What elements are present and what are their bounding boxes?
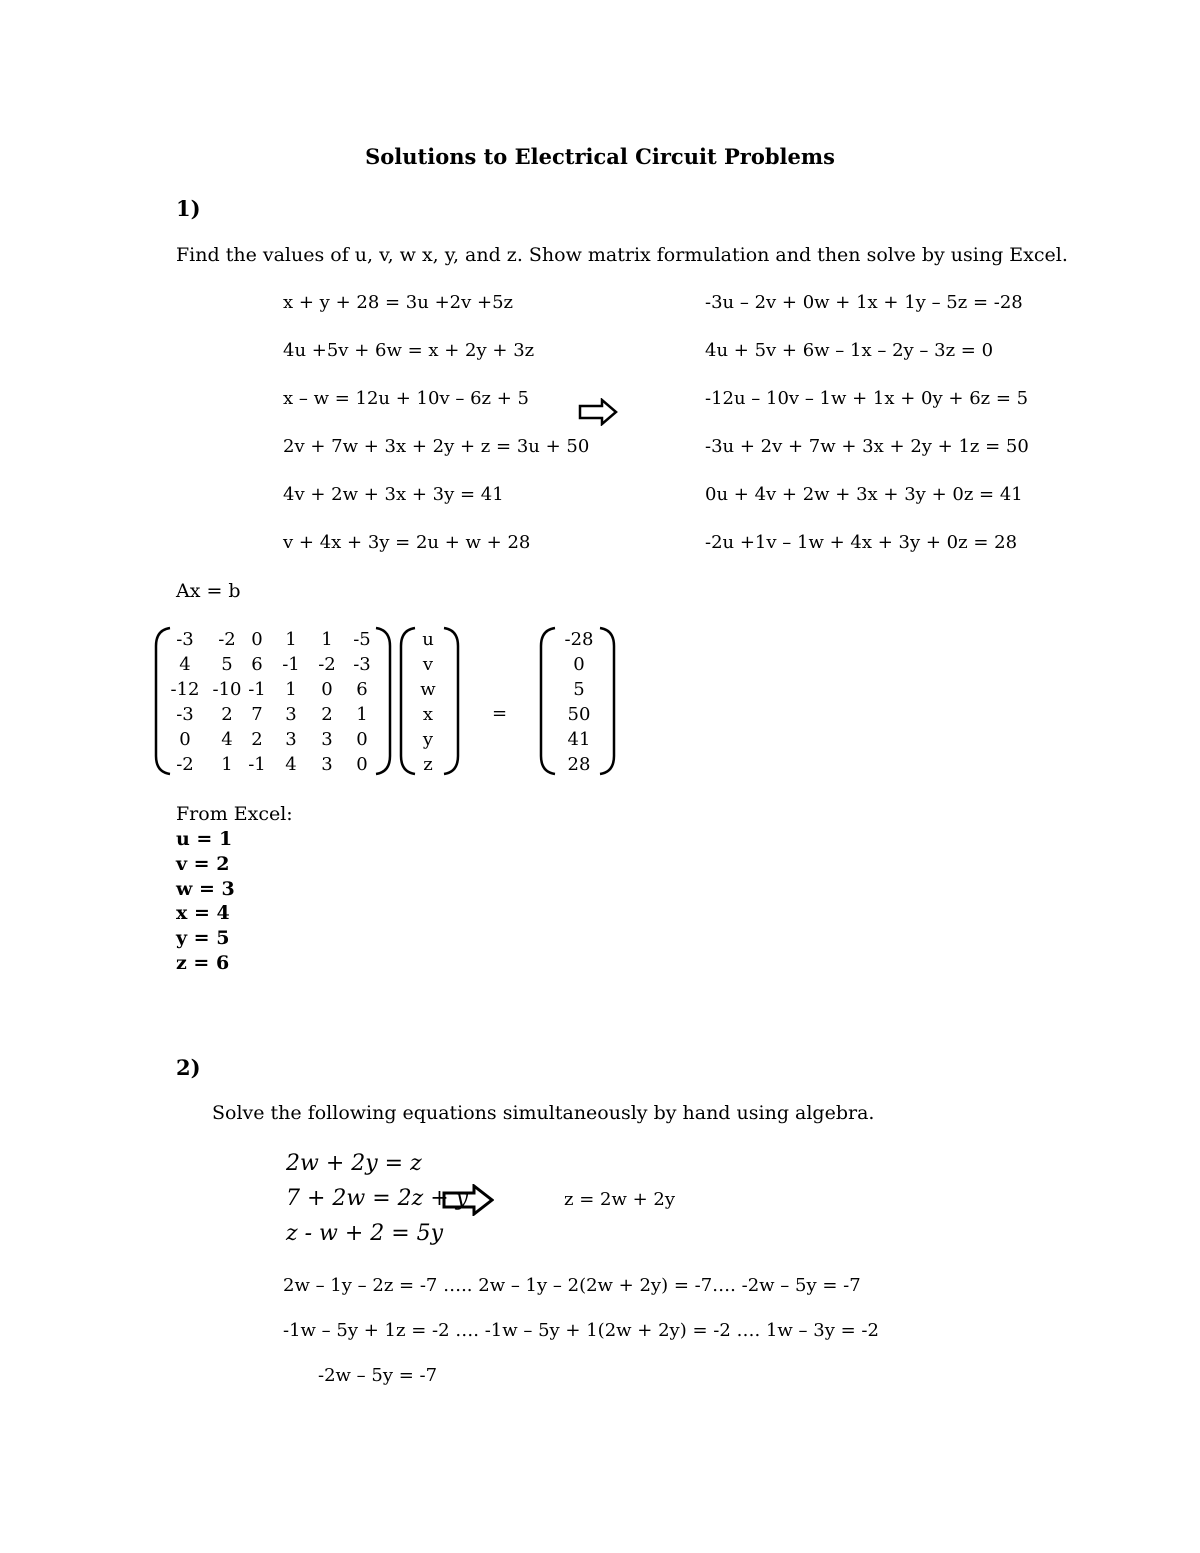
system-equation: z - w + 2 = 5y	[286, 1221, 444, 1246]
vector-b-cell: 0	[573, 654, 585, 675]
matrix-a-cell: 1	[221, 754, 233, 775]
solution-step: 2w – 1y – 2z = -7 ….. 2w – 1y – 2(2w + 2y) = -7…. -2w – 5y = -7	[283, 1275, 861, 1296]
matrix-a-cell: 2	[221, 704, 233, 725]
vector-x-cell: z	[423, 754, 433, 775]
problem-1-label: 1)	[176, 196, 201, 221]
matrix-a-cell: -10	[212, 679, 242, 700]
left-equation: 2v + 7w + 3x + 2y + z = 3u + 50	[283, 436, 590, 457]
vector-b-cell: 41	[567, 729, 591, 750]
matrix-a-cell: -5	[353, 629, 371, 650]
vector-x-cell: x	[422, 704, 434, 725]
left-equation: 4v + 2w + 3x + 3y = 41	[283, 484, 504, 505]
vector-b-left-bracket	[537, 626, 559, 776]
matrix-a-cell: 7	[251, 704, 263, 725]
matrix-a-cell: -1	[282, 654, 300, 675]
implies-arrow-icon	[578, 398, 618, 426]
vector-b-cell: 5	[573, 679, 585, 700]
matrix-a-cell: 1	[321, 629, 333, 650]
matrix-a-cell: 5	[221, 654, 233, 675]
z-substitution: z = 2w + 2y	[564, 1189, 676, 1210]
left-equation: x – w = 12u + 10v – 6z + 5	[283, 388, 529, 409]
matrix-a-cell: 4	[179, 654, 191, 675]
vector-x-cell: u	[422, 629, 434, 650]
matrix-a-cell: 0	[179, 729, 191, 750]
matrix-a-cell: 0	[321, 679, 333, 700]
result-z: z = 6	[176, 952, 230, 974]
implies-arrow-icon	[442, 1184, 494, 1216]
system-equation: 7 + 2w = 2z + y	[286, 1186, 469, 1211]
matrix-a-cell: 2	[251, 729, 263, 750]
solution-step: -1w – 5y + 1z = -2 …. -1w – 5y + 1(2w + 2y) = -2 …. 1w – 3y = -2	[283, 1320, 879, 1341]
result-x: x = 4	[176, 902, 230, 924]
matrix-a-cell: -12	[170, 679, 200, 700]
left-equation: 4u +5v + 6w = x + 2y + 3z	[283, 340, 535, 361]
matrix-a-cell: 3	[321, 729, 333, 750]
matrix-a-cell: 3	[321, 754, 333, 775]
matrix-a-cell: 0	[356, 729, 368, 750]
problem-2-intro: Solve the following equations simultaneously by hand using algebra.	[212, 1102, 875, 1124]
matrix-a-cell: 1	[285, 629, 297, 650]
matrix-a-cell: 2	[321, 704, 333, 725]
from-excel-label: From Excel:	[176, 803, 293, 825]
vector-b-cell: -28	[564, 629, 594, 650]
matrix-a-cell: 4	[285, 754, 297, 775]
result-u: u = 1	[176, 828, 233, 850]
matrix-a-cell: -3	[176, 629, 194, 650]
matrix-a-cell: 0	[251, 629, 263, 650]
matrix-a-cell: 1	[285, 679, 297, 700]
matrix-a-cell: -2	[218, 629, 236, 650]
matrix-a-cell: 6	[251, 654, 263, 675]
vector-x-cell: w	[420, 679, 436, 700]
page-title: Solutions to Electrical Circuit Problems	[365, 144, 835, 169]
vector-b-right-bracket	[596, 626, 618, 776]
matrix-a-cell: -1	[248, 754, 266, 775]
matrix-a-cell: 3	[285, 704, 297, 725]
matrix-a-cell: -3	[353, 654, 371, 675]
problem-2-label: 2)	[176, 1055, 201, 1080]
axb-label: Ax = b	[176, 580, 241, 602]
left-equation: v + 4x + 3y = 2u + w + 28	[283, 532, 531, 553]
matrix-a-cell: 1	[356, 704, 368, 725]
right-equation: 0u + 4v + 2w + 3x + 3y + 0z = 41	[705, 484, 1023, 505]
vector-x-cell: y	[422, 729, 434, 750]
right-equation: 4u + 5v + 6w – 1x – 2y – 3z = 0	[705, 340, 994, 361]
matrix-a-cell: -1	[248, 679, 266, 700]
vector-x-right-bracket	[440, 626, 462, 776]
right-equation: -3u – 2v + 0w + 1x + 1y – 5z = -28	[705, 292, 1023, 313]
equals-sign: =	[492, 703, 508, 724]
system-equation: 2w + 2y = z	[286, 1151, 422, 1176]
result-v: v = 2	[176, 853, 230, 875]
vector-b-cell: 28	[567, 754, 591, 775]
right-equation: -3u + 2v + 7w + 3x + 2y + 1z = 50	[705, 436, 1029, 457]
result-y: y = 5	[176, 927, 230, 949]
matrix-a-cell: 6	[356, 679, 368, 700]
matrix-a-cell: -2	[318, 654, 336, 675]
matrix-a-cell: -3	[176, 704, 194, 725]
matrix-a-cell: -2	[176, 754, 194, 775]
problem-1-intro: Find the values of u, v, w x, y, and z. Show matrix formulation and then solve by using Excel.	[176, 244, 1068, 266]
matrix-a-cell: 0	[356, 754, 368, 775]
right-equation: -2u +1v – 1w + 4x + 3y + 0z = 28	[705, 532, 1018, 553]
right-equation: -12u – 10v – 1w + 1x + 0y + 6z = 5	[705, 388, 1029, 409]
solution-step: -2w – 5y = -7	[318, 1365, 438, 1386]
left-equation: x + y + 28 = 3u +2v +5z	[283, 292, 514, 313]
matrix-a-cell: 4	[221, 729, 233, 750]
matrix-a-cell: 3	[285, 729, 297, 750]
vector-x-cell: v	[422, 654, 434, 675]
vector-b-cell: 50	[567, 704, 591, 725]
result-w: w = 3	[176, 878, 235, 900]
